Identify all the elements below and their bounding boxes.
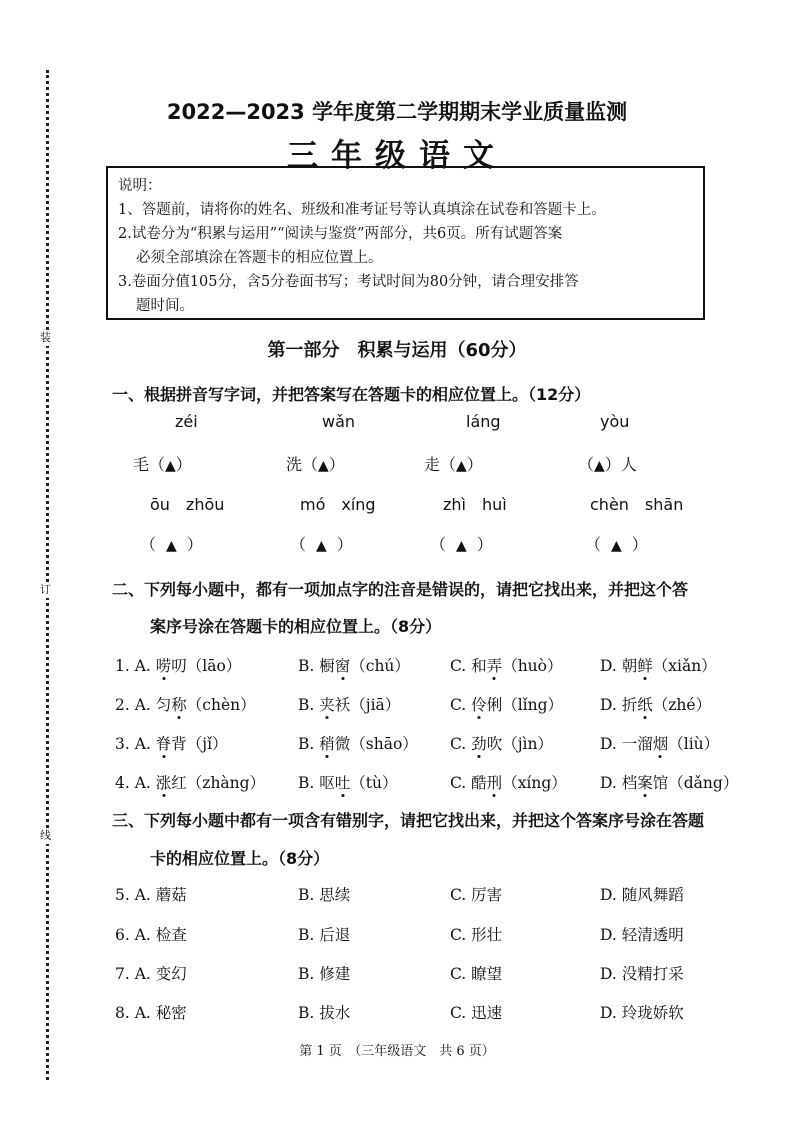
option-item: C. 伶俐（lǐng） [450, 696, 564, 714]
answer-blank: （▲） [290, 535, 363, 554]
exam-title: 2022—2023 学年度第二学期期末学业质量监测 [166, 100, 628, 124]
option-item: B. 后退 [298, 926, 351, 944]
pinyin: yòu [600, 412, 630, 431]
option-item: 7. A. 变幻 [115, 965, 187, 983]
option-item: 4. A. 涨红（zhàng） [115, 774, 266, 792]
q3-heading-cont: 卡的相应位置上。（8分） [150, 849, 330, 868]
option-item: B. 呕吐（tù） [298, 774, 398, 792]
option-item: 2. A. 匀称（chèn） [115, 696, 256, 714]
option-item: D. 折纸（zhé） [600, 696, 712, 714]
part1-heading: 第一部分 积累与运用（60分） [267, 340, 527, 361]
pinyin: wǎn [322, 412, 356, 431]
triangle-marker-icon: ▲ [456, 458, 467, 474]
q1-heading: 一、根据拼音写字词，并把答案写在答题卡的相应位置上。（12分） [112, 385, 591, 404]
answer-blank: （▲） [140, 535, 213, 554]
pinyin: ōu zhōu [150, 495, 225, 514]
option-item: B. 拔水 [298, 1004, 351, 1022]
instruction-item: 1、答题前，请将你的姓名、班级和准考证号等认真填涂在试卷和答题卡上。 [118, 202, 606, 218]
option-item: 3. A. 脊背（jǐ） [115, 735, 228, 753]
triangle-marker-icon: ▲ [611, 538, 632, 554]
q2-heading-cont: 案序号涂在答题卡的相应位置上。（8分） [150, 617, 442, 636]
answer-blank: 洗（▲） [286, 455, 345, 474]
page-footer: 第 1 页 （三年级语文 共 6 页） [299, 1044, 495, 1059]
triangle-marker-icon: ▲ [456, 538, 477, 554]
instruction-item: 题时间。 [136, 298, 194, 314]
pinyin: chèn shān [590, 495, 684, 514]
pinyin: mó xíng [300, 495, 376, 514]
option-item: C. 酷刑（xíng） [450, 774, 567, 792]
answer-blank: （▲） [430, 535, 503, 554]
option-item: D. 一溜烟（liù） [600, 735, 720, 753]
answer-blank: 走（▲） [424, 455, 483, 474]
option-item: C. 形壮 [450, 926, 503, 944]
option-item: B. 橱窗（chú） [298, 657, 410, 675]
option-item: D. 轻清透明 [600, 926, 684, 944]
answer-blank: （▲）人 [578, 455, 637, 474]
option-item: D. 玲珑娇软 [600, 1004, 684, 1022]
binding-mark-xian: 线 [40, 829, 51, 842]
option-item: B. 思续 [298, 886, 351, 904]
exam-subtitle: 三年级语文 [287, 138, 507, 174]
binding-mark-ding: 订 [40, 583, 51, 596]
q2-heading: 二、下列每小题中，都有一项加点字的注音是错误的，请把它找出来，并把这个答 [112, 580, 689, 599]
instructions-box [106, 166, 705, 320]
pinyin: láng [466, 412, 501, 431]
pinyin: zhì huì [443, 495, 507, 514]
option-item: D. 没精打采 [600, 965, 684, 983]
option-item: D. 档案馆（dǎng） [600, 774, 739, 792]
option-item: 6. A. 检查 [115, 926, 187, 944]
option-item: D. 随风舞蹈 [600, 886, 684, 904]
triangle-marker-icon: ▲ [594, 458, 605, 474]
binding-mark-zhuang: 装 [40, 331, 51, 344]
triangle-marker-icon: ▲ [316, 538, 337, 554]
instructions-heading: 说明： [118, 178, 162, 194]
option-item: C. 厉害 [450, 886, 503, 904]
option-item: B. 修建 [298, 965, 351, 983]
option-item: 5. A. 蘑菇 [115, 886, 187, 904]
option-item: 8. A. 秘密 [115, 1004, 187, 1022]
option-item: C. 劲吹（jìn） [450, 735, 553, 753]
triangle-marker-icon: ▲ [165, 458, 176, 474]
option-item: D. 朝鲜（xiǎn） [600, 657, 717, 675]
answer-blank: （▲） [585, 535, 658, 554]
option-item: C. 和弄（huò） [450, 657, 563, 675]
pinyin: zéi [175, 412, 198, 431]
triangle-marker-icon: ▲ [318, 458, 329, 474]
option-item: B. 夹袄（jiā） [298, 696, 401, 714]
instruction-item: 3.卷面分值105分，含5分卷面书写；考试时间为80分钟，请合理安排答 [118, 274, 579, 290]
answer-blank: 毛（▲） [133, 455, 192, 474]
instruction-item: 2.试卷分为“积累与运用”“阅读与鉴赏”两部分，共6页。所有试题答案 [118, 226, 563, 242]
option-item: C. 瞭望 [450, 965, 503, 983]
option-item: C. 迅速 [450, 1004, 503, 1022]
option-item: 1. A. 唠叨（lāo） [115, 657, 242, 675]
triangle-marker-icon: ▲ [166, 538, 187, 554]
instruction-item: 必须全部填涂在答题卡的相应位置上。 [136, 250, 383, 266]
binding-dotted-line [46, 70, 49, 1080]
option-item: B. 稍微（shāo） [298, 735, 418, 753]
q3-heading: 三、下列每小题中都有一项含有错别字，请把它找出来，并把这个答案序号涂在答题 [112, 811, 705, 830]
